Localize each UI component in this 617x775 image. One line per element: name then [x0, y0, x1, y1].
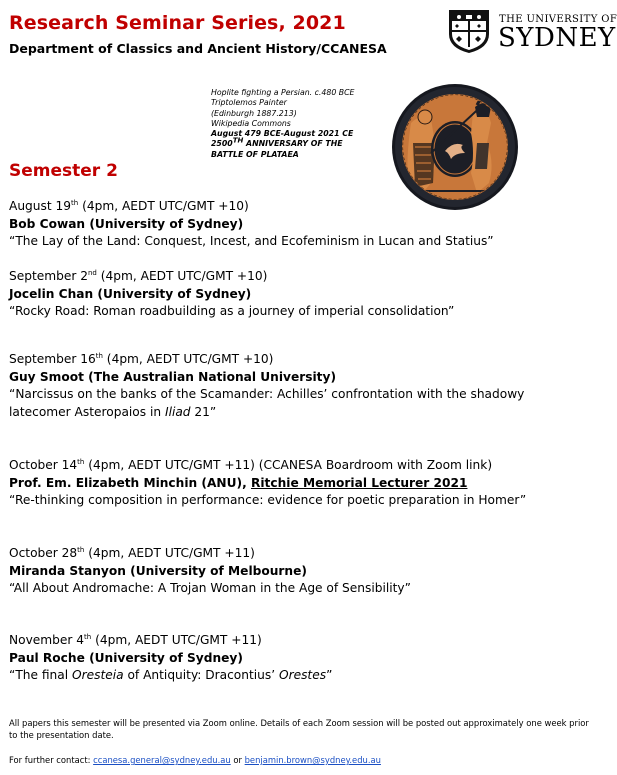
event-speaker: Guy Smoot (The Australian National University): [9, 369, 337, 384]
event-date: September 16th (4pm, AEDT UTC/GMT +10): [9, 351, 274, 366]
event-talk-title: “Narcissus on the banks of the Scamander: Achilles’ confrontation with the shadowy latecomer Asteropaios in Iliad 21”: [9, 387, 525, 419]
event-talk-title: “Rocky Road: Roman roadbuilding as a journey of imperial consolidation”: [9, 304, 455, 319]
image-caption: [211, 88, 386, 160]
caption-line: Triptolemos Painter: [211, 98, 287, 108]
university-name-line1: THE UNIVERSITY OF: [499, 14, 617, 25]
university-name-line2: SYDNEY: [498, 23, 616, 53]
event-date: October 14th (4pm, AEDT UTC/GMT +11) (CCANESA Boardroom with Zoom link): [9, 457, 493, 472]
seminar-event: [9, 457, 589, 510]
ritchie-lecturer-label: Ritchie Memorial Lecturer 2021: [250, 475, 468, 490]
event-speaker: Miranda Stanyon (University of Melbourne): [9, 563, 307, 578]
caption-line: August 479 BCE-August 2021 CE: [211, 129, 354, 139]
event-talk-title: “The Lay of the Land: Conquest, Incest, and Ecofeminism in Lucan and Statius”: [9, 234, 494, 249]
event-talk-title: “Re-thinking composition in performance: evidence for poetic preparation in Homer”: [9, 493, 527, 508]
event-talk-title: “All About Andromache: A Trojan Woman in the Age of Sensibility”: [9, 581, 411, 596]
email-link-benjamin[interactable]: benjamin.brown@sydney.edu.au: [244, 755, 381, 765]
event-talk-title: “The final Oresteia of Antiquity: Dracontius’ Orestes”: [9, 668, 333, 683]
seminar-event: [9, 198, 589, 251]
caption-line: Wikipedia Commons: [211, 118, 291, 128]
department-name: Department of Classics and Ancient History/CCANESA: [9, 41, 387, 56]
seminar-event: [9, 632, 589, 685]
event-date: November 4th (4pm, AEDT UTC/GMT +11): [9, 632, 262, 647]
seminar-event: [9, 351, 589, 421]
event-date: August 19th (4pm, AEDT UTC/GMT +10): [9, 198, 249, 213]
zoom-note: All papers this semester will be presented via Zoom online. Details of each Zoom session will be posted out approximately one week prior to the presentation date.: [9, 718, 589, 740]
hoplite-kylix-image: [391, 83, 519, 211]
series-title: Research Seminar Series, 2021: [9, 12, 346, 34]
event-speaker: Jocelin Chan (University of Sydney): [9, 286, 252, 301]
email-link-ccanesa[interactable]: ccanesa.general@sydney.edu.au: [93, 755, 231, 765]
event-date: October 28th (4pm, AEDT UTC/GMT +11): [9, 545, 255, 560]
event-date: September 2nd (4pm, AEDT UTC/GMT +10): [9, 268, 268, 283]
event-speaker: Bob Cowan (University of Sydney): [9, 216, 244, 231]
caption-line: 2500TH ANNIVERSARY OF THE: [211, 136, 343, 149]
contact-line: For further contact: ccanesa.general@sydney.edu.au or benjamin.brown@sydney.edu.au: [9, 755, 381, 765]
caption-line: Hoplite fighting a Persian. c.480 BCE: [211, 88, 355, 97]
seminar-event: [9, 268, 589, 321]
event-speaker: Prof. Em. Elizabeth Minchin (ANU), Ritchie Memorial Lecturer 2021: [9, 475, 468, 490]
caption-line: BATTLE OF PLATAEA: [211, 149, 299, 159]
university-logo: [447, 8, 617, 54]
seminar-event: [9, 545, 589, 598]
semester-heading: Semester 2: [9, 161, 118, 181]
caption-line: (Edinburgh 1887.213): [211, 108, 297, 118]
university-crest-icon: [447, 8, 491, 54]
event-speaker: Paul Roche (University of Sydney): [9, 650, 243, 665]
